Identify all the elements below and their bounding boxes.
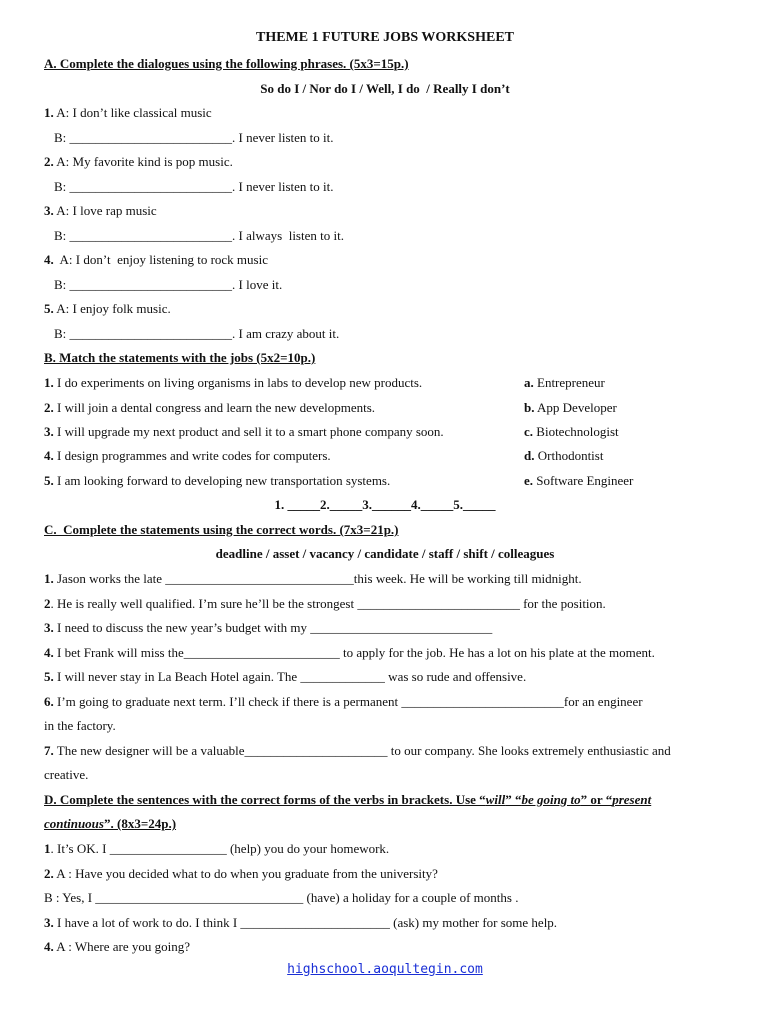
statement-c-4: 4. I bet Frank will miss the________________________ to apply for the job. He has a lot on his plate at the moment. bbox=[44, 645, 655, 660]
statement-c-6-cont: in the factory. bbox=[44, 718, 116, 733]
statement-c-7-cont: creative. bbox=[44, 767, 89, 782]
statement-c-7: 7. The new designer will be a valuable______________________ to our company. She looks extremely enthusiastic and bbox=[44, 743, 671, 758]
job-b: b. App Developer bbox=[524, 400, 617, 415]
matching-answer-line: 1. _____2._____3.______4._____5._____ bbox=[274, 497, 496, 512]
statement-3: 3. I will upgrade my next product and sell it to a smart phone company soon. bbox=[44, 424, 444, 439]
section-c-heading: C. Complete the statements using the correct words. (7x3=21p.) bbox=[44, 522, 399, 537]
sentence-d-2: 2. A : Have you decided what to do when you graduate from the university? bbox=[44, 866, 438, 881]
dialogue-1-b: B: _________________________. I never listen to it. bbox=[54, 130, 334, 145]
section-d-heading-cont: continuous”. (8x3=24p.) bbox=[44, 816, 177, 831]
dialogue-5-b: B: _________________________. I am crazy about it. bbox=[54, 326, 340, 341]
sentence-d-2-b: B : Yes, I ________________________________ (have) a holiday for a couple of months . bbox=[44, 890, 519, 905]
dialogue-4-a: 4. A: I don’t enjoy listening to rock music bbox=[44, 252, 268, 267]
sentence-d-4: 4. A : Where are you going? bbox=[44, 939, 190, 954]
dialogue-1-a: 1. A: I don’t like classical music bbox=[44, 105, 212, 120]
job-c: c. Biotechnologist bbox=[524, 424, 619, 439]
job-d: d. Orthodontist bbox=[524, 448, 604, 463]
statement-c-1: 1. Jason works the late _____________________________this week. He will be working till midnight. bbox=[44, 571, 582, 586]
dialogue-4-b: B: _________________________. I love it. bbox=[54, 277, 283, 292]
section-a-phrases: So do I / Nor do I / Well, I do / Really I don’t bbox=[260, 81, 510, 96]
statement-c-3: 3. I need to discuss the new year’s budget with my ____________________________ bbox=[44, 620, 493, 635]
section-d-heading: D. Complete the sentences with the correct forms of the verbs in brackets. Use “will” “be going to” or “present bbox=[44, 792, 652, 807]
footer-link[interactable]: highschool.aoqultegin.com bbox=[287, 962, 483, 977]
statement-c-2: 2. He is really well qualified. I’m sure he’ll be the strongest _________________________ for the position. bbox=[44, 596, 606, 611]
worksheet-title: THEME 1 FUTURE JOBS WORKSHEET bbox=[255, 30, 514, 45]
dialogue-2-a: 2. A: My favorite kind is pop music. bbox=[44, 154, 233, 169]
sentence-d-3: 3. I have a lot of work to do. I think I _______________________ (ask) my mother for some help. bbox=[44, 915, 558, 930]
section-a-heading: A. Complete the dialogues using the following phrases. (5x3=15p.) bbox=[44, 56, 409, 71]
statement-1: 1. I do experiments on living organisms in labs to develop new products. bbox=[44, 375, 423, 390]
dialogue-5-a: 5. A: I enjoy folk music. bbox=[44, 301, 171, 316]
sentence-d-1: 1. It’s OK. I __________________ (help) you do your homework. bbox=[44, 841, 390, 856]
statement-4: 4. I design programmes and write codes for computers. bbox=[44, 448, 331, 463]
statement-2: 2. I will join a dental congress and learn the new developments. bbox=[44, 400, 376, 415]
job-a: a. Entrepreneur bbox=[524, 375, 605, 390]
dialogue-3-b: B: _________________________. I always listen to it. bbox=[54, 228, 344, 243]
dialogue-2-b: B: _________________________. I never listen to it. bbox=[54, 179, 334, 194]
section-c-words: deadline / asset / vacancy / candidate / staff / shift / colleagues bbox=[215, 546, 555, 561]
dialogue-3-a: 3. A: I love rap music bbox=[44, 203, 157, 218]
job-e: e. Software Engineer bbox=[524, 473, 634, 488]
statement-5: 5. I am looking forward to developing new transportation systems. bbox=[44, 473, 391, 488]
statement-c-6: 6. I’m going to graduate next term. I’ll check if there is a permanent _________________________for an engineer bbox=[44, 694, 643, 709]
section-b-heading: B. Match the statements with the jobs (5x2=10p.) bbox=[44, 350, 316, 365]
statement-c-5: 5. I will never stay in La Beach Hotel again. The _____________ was so rude and offensive. bbox=[44, 669, 527, 684]
